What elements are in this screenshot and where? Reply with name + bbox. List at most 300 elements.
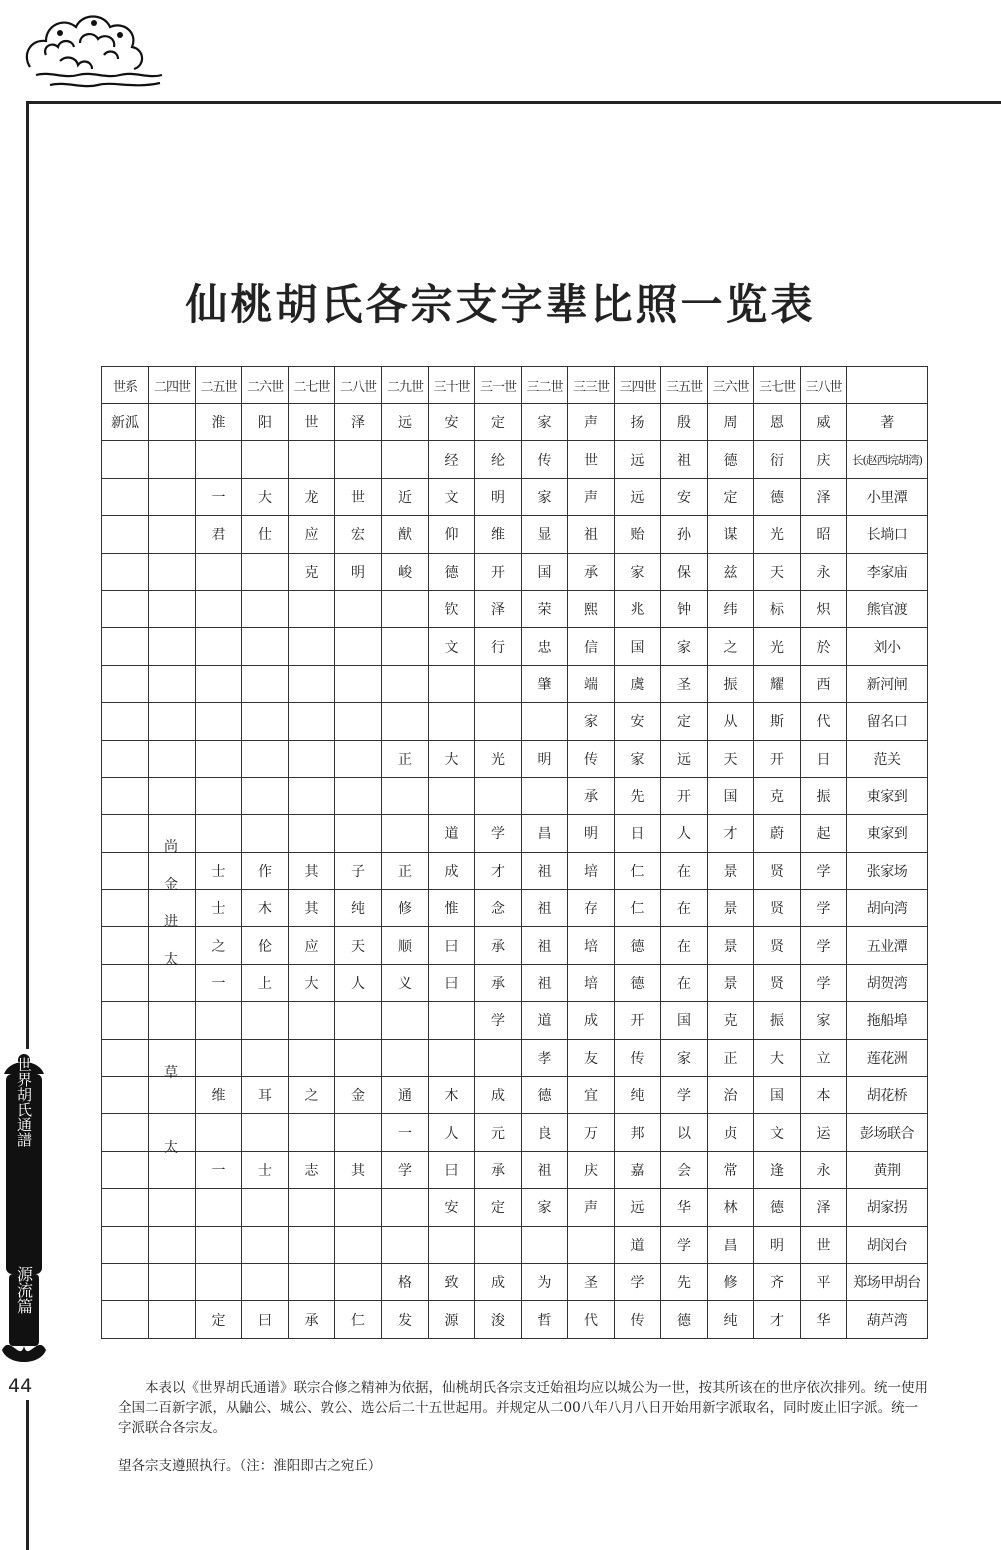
generation-cell xyxy=(149,441,196,478)
generation-cell: 祖 xyxy=(522,890,568,927)
page-title: 仙桃胡氏各宗支字辈比照一览表 xyxy=(185,280,816,329)
generation-cell: 声 xyxy=(568,404,615,441)
side-branch-char: 尚 xyxy=(164,839,178,855)
generation-cell xyxy=(242,1189,289,1226)
generation-cell xyxy=(102,740,149,777)
generation-cell xyxy=(382,1002,429,1039)
table-row xyxy=(102,740,928,777)
header-cell: 三四世 xyxy=(615,367,661,404)
generation-cell: 平 xyxy=(801,1263,847,1300)
generation-cell xyxy=(568,1226,615,1263)
generation-cell: 浚 xyxy=(475,1301,522,1338)
generation-cell: 荣 xyxy=(522,590,568,627)
generation-cell xyxy=(149,1077,196,1114)
generation-cell: 德 xyxy=(661,1301,708,1338)
generation-cell xyxy=(289,441,335,478)
generation-cell: 文 xyxy=(429,628,475,665)
generation-cell: 忠 xyxy=(522,628,568,665)
generation-cell: 天 xyxy=(754,553,801,590)
generation-cell: 其 xyxy=(289,890,335,927)
generation-cell: 大 xyxy=(429,740,475,777)
generation-cell xyxy=(242,1039,289,1076)
generation-cell: 泽 xyxy=(801,478,847,515)
generation-cell: 明 xyxy=(754,1226,801,1263)
generation-cell xyxy=(196,590,242,627)
generation-cell: 永 xyxy=(801,1151,847,1188)
generation-cell: 耳 xyxy=(242,1077,289,1114)
generation-cell: 仰 xyxy=(429,516,475,553)
generation-cell: 定 xyxy=(661,703,708,740)
generation-cell: 纶 xyxy=(475,441,522,478)
generation-cell xyxy=(149,628,196,665)
generation-cell: 曰 xyxy=(429,964,475,1001)
table-row xyxy=(102,1189,928,1226)
side-branch-char: 太 xyxy=(164,952,178,968)
generation-cell xyxy=(335,1226,382,1263)
generation-cell xyxy=(382,441,429,478)
generation-cell: 家 xyxy=(522,478,568,515)
generation-cell xyxy=(242,703,289,740)
generation-cell: 家 xyxy=(661,1039,708,1076)
generation-cell xyxy=(335,740,382,777)
generation-cell: 在 xyxy=(661,890,708,927)
generation-cell: 峻 xyxy=(382,553,429,590)
generation-cell: 致 xyxy=(429,1263,475,1300)
generation-cell: 仕 xyxy=(242,516,289,553)
generation-cell xyxy=(102,1263,149,1300)
place-cell: 胡闵台 xyxy=(847,1226,928,1263)
generation-cell: 昭 xyxy=(801,516,847,553)
generation-cell: 祖 xyxy=(522,1151,568,1188)
generation-cell: 之 xyxy=(289,1077,335,1114)
generation-cell: 代 xyxy=(801,703,847,740)
generation-cell: 国 xyxy=(615,628,661,665)
generation-cell xyxy=(149,740,196,777)
generation-cell xyxy=(335,441,382,478)
generation-cell xyxy=(289,777,335,814)
generation-cell: 士 xyxy=(196,890,242,927)
generation-cell: 克 xyxy=(289,553,335,590)
generation-cell: 钦 xyxy=(429,590,475,627)
generation-cell: 定 xyxy=(475,1189,522,1226)
generation-cell: 承 xyxy=(568,777,615,814)
generation-cell: 一 xyxy=(196,964,242,1001)
generation-cell: 明 xyxy=(475,478,522,515)
generation-cell: 炽 xyxy=(801,590,847,627)
generation-cell: 远 xyxy=(615,1189,661,1226)
generation-cell: 德 xyxy=(754,478,801,515)
generation-cell xyxy=(475,1039,522,1076)
generation-cell: 日 xyxy=(615,815,661,852)
generation-cell xyxy=(102,1114,149,1151)
generation-cell: 在 xyxy=(661,852,708,889)
generation-cell: 扬 xyxy=(615,404,661,441)
generation-cell: 贤 xyxy=(754,964,801,1001)
generation-cell: 维 xyxy=(475,516,522,553)
generation-cell: 克 xyxy=(708,1002,754,1039)
generation-cell: 通 xyxy=(382,1077,429,1114)
generation-cell: 德 xyxy=(615,964,661,1001)
generation-cell: 国 xyxy=(661,1002,708,1039)
generation-cell: 纬 xyxy=(708,590,754,627)
generation-cell: 标 xyxy=(754,590,801,627)
generation-cell xyxy=(242,1114,289,1151)
generation-cell: 国 xyxy=(522,553,568,590)
header-cell: 二六世 xyxy=(242,367,289,404)
generation-cell xyxy=(102,478,149,515)
generation-cell: 钟 xyxy=(661,590,708,627)
generation-cell: 齐 xyxy=(754,1263,801,1300)
generation-cell xyxy=(102,1077,149,1114)
generation-cell: 修 xyxy=(708,1263,754,1300)
generation-cell: 天 xyxy=(708,740,754,777)
generation-cell xyxy=(382,590,429,627)
generation-cell: 景 xyxy=(708,852,754,889)
generation-cell xyxy=(149,665,196,702)
header-cell: 二四世 xyxy=(149,367,196,404)
generation-cell xyxy=(242,553,289,590)
generation-cell: 猷 xyxy=(382,516,429,553)
generation-cell: 常 xyxy=(708,1151,754,1188)
cloud-ornament xyxy=(20,5,170,105)
generation-cell xyxy=(149,1226,196,1263)
generation-cell xyxy=(382,628,429,665)
header-cell: 三七世 xyxy=(754,367,801,404)
generation-cell: 存 xyxy=(568,890,615,927)
generation-cell: 泽 xyxy=(335,404,382,441)
generation-cell xyxy=(522,703,568,740)
page-number: 44 xyxy=(8,1375,33,1397)
place-cell: 彭场联合 xyxy=(847,1114,928,1151)
generation-cell: 道 xyxy=(429,815,475,852)
generation-cell: 承 xyxy=(475,964,522,1001)
place-cell: 郑场甲胡台 xyxy=(847,1263,928,1300)
generation-cell: 一 xyxy=(382,1114,429,1151)
table-row xyxy=(102,777,928,814)
generation-cell: 泽 xyxy=(801,1189,847,1226)
generation-cell xyxy=(429,703,475,740)
generation-cell: 会 xyxy=(661,1151,708,1188)
generation-cell: 治 xyxy=(708,1077,754,1114)
generation-cell: 应 xyxy=(289,516,335,553)
generation-cell: 庆 xyxy=(801,441,847,478)
generation-cell: 学 xyxy=(801,964,847,1001)
header-cell: 二九世 xyxy=(382,367,429,404)
generation-cell: 顺 xyxy=(382,927,429,964)
generation-cell xyxy=(102,1189,149,1226)
generation-cell xyxy=(149,516,196,553)
generation-cell xyxy=(102,441,149,478)
generation-cell: 光 xyxy=(475,740,522,777)
table-row xyxy=(102,815,928,852)
generation-cell: 邦 xyxy=(615,1114,661,1151)
generation-cell xyxy=(102,628,149,665)
generation-cell: 仁 xyxy=(615,890,661,927)
generation-cell: 蔚 xyxy=(754,815,801,852)
generation-cell xyxy=(475,1226,522,1263)
generation-cell: 国 xyxy=(708,777,754,814)
generation-cell: 良 xyxy=(522,1114,568,1151)
generation-cell: 德 xyxy=(615,927,661,964)
generation-cell: 纯 xyxy=(615,1077,661,1114)
generation-cell xyxy=(149,553,196,590)
generation-cell xyxy=(382,815,429,852)
frame-left-border xyxy=(26,101,29,1049)
generation-cell xyxy=(335,815,382,852)
generation-cell: 曰 xyxy=(242,1301,289,1338)
generation-cell: 金 xyxy=(335,1077,382,1114)
generation-cell xyxy=(242,628,289,665)
generation-cell: 学 xyxy=(801,927,847,964)
generation-cell: 起 xyxy=(801,815,847,852)
generation-cell: 木 xyxy=(429,1077,475,1114)
generation-cell: 天 xyxy=(335,927,382,964)
generation-cell: 传 xyxy=(615,1039,661,1076)
generation-cell xyxy=(102,852,149,889)
generation-cell xyxy=(149,964,196,1001)
generation-cell xyxy=(335,703,382,740)
generation-cell xyxy=(335,1002,382,1039)
generation-table-body xyxy=(102,367,928,1339)
place-cell: 東家到 xyxy=(847,777,928,814)
generation-cell xyxy=(429,1002,475,1039)
generation-cell xyxy=(335,665,382,702)
generation-cell: 宜 xyxy=(568,1077,615,1114)
place-cell: 留名口 xyxy=(847,703,928,740)
header-cell xyxy=(847,367,928,404)
generation-cell xyxy=(242,740,289,777)
generation-cell xyxy=(335,1114,382,1151)
generation-cell: 之 xyxy=(708,628,754,665)
generation-cell: 祖 xyxy=(522,927,568,964)
generation-cell xyxy=(102,964,149,1001)
generation-cell: 成 xyxy=(475,1077,522,1114)
generation-cell: 德 xyxy=(522,1077,568,1114)
generation-cell xyxy=(335,777,382,814)
generation-cell: 华 xyxy=(801,1301,847,1338)
table-row xyxy=(102,590,928,627)
generation-cell: 培 xyxy=(568,964,615,1001)
generation-cell: 庆 xyxy=(568,1151,615,1188)
generation-cell: 远 xyxy=(615,441,661,478)
generation-cell: 衍 xyxy=(754,441,801,478)
generation-cell: 逢 xyxy=(754,1151,801,1188)
generation-cell: 学 xyxy=(615,1263,661,1300)
generation-cell: 其 xyxy=(335,1151,382,1188)
generation-cell: 开 xyxy=(475,553,522,590)
generation-cell: 学 xyxy=(661,1077,708,1114)
generation-cell: 德 xyxy=(708,441,754,478)
generation-cell: 学 xyxy=(475,815,522,852)
table-row xyxy=(102,1114,928,1151)
generation-cell: 在 xyxy=(661,964,708,1001)
generation-cell: 谋 xyxy=(708,516,754,553)
generation-cell: 祖 xyxy=(568,516,615,553)
header-cell: 二五世 xyxy=(196,367,242,404)
generation-cell: 作 xyxy=(242,852,289,889)
generation-cell xyxy=(289,590,335,627)
generation-cell xyxy=(335,1039,382,1076)
generation-cell xyxy=(429,665,475,702)
table-row xyxy=(102,1151,928,1188)
generation-cell: 近 xyxy=(382,478,429,515)
place-cell: 胡向湾 xyxy=(847,890,928,927)
generation-cell xyxy=(196,1189,242,1226)
header-cell: 三一世 xyxy=(475,367,522,404)
generation-cell: 日 xyxy=(801,740,847,777)
generation-cell xyxy=(149,777,196,814)
generation-cell xyxy=(102,1002,149,1039)
generation-cell xyxy=(196,703,242,740)
table-row xyxy=(102,478,928,515)
table-row xyxy=(102,404,928,441)
generation-cell: 定 xyxy=(475,404,522,441)
generation-cell xyxy=(289,665,335,702)
generation-cell: 开 xyxy=(615,1002,661,1039)
side-section-text: 源流篇 xyxy=(14,1266,34,1314)
generation-cell: 纯 xyxy=(708,1301,754,1338)
generation-cell: 代 xyxy=(568,1301,615,1338)
generation-cell: 虞 xyxy=(615,665,661,702)
generation-cell: 定 xyxy=(196,1301,242,1338)
generation-cell: 成 xyxy=(429,852,475,889)
generation-cell: 世 xyxy=(289,404,335,441)
generation-cell: 才 xyxy=(475,852,522,889)
place-cell: 胡家拐 xyxy=(847,1189,928,1226)
side-branch-char: 金 xyxy=(164,877,178,893)
generation-cell: 德 xyxy=(429,553,475,590)
generation-cell: 阳 xyxy=(242,404,289,441)
generation-cell: 家 xyxy=(615,553,661,590)
generation-cell: 大 xyxy=(242,478,289,515)
table-row xyxy=(102,553,928,590)
generation-cell: 景 xyxy=(708,927,754,964)
generation-cell: 发 xyxy=(382,1301,429,1338)
table-row xyxy=(102,1226,928,1263)
generation-cell: 一 xyxy=(196,478,242,515)
generation-cell: 学 xyxy=(801,852,847,889)
table-row xyxy=(102,1039,928,1076)
place-cell: 新河闸 xyxy=(847,665,928,702)
generation-cell: 显 xyxy=(522,516,568,553)
table-row xyxy=(102,703,928,740)
generation-cell xyxy=(242,590,289,627)
place-cell: 刘小 xyxy=(847,628,928,665)
place-cell: 长埫口 xyxy=(847,516,928,553)
generation-cell: 淮 xyxy=(196,404,242,441)
generation-cell: 祖 xyxy=(522,852,568,889)
generation-cell: 开 xyxy=(754,740,801,777)
generation-cell: 振 xyxy=(708,665,754,702)
generation-cell: 人 xyxy=(661,815,708,852)
generation-cell: 传 xyxy=(522,441,568,478)
generation-cell: 应 xyxy=(289,927,335,964)
generation-cell: 义 xyxy=(382,964,429,1001)
generation-cell xyxy=(289,1114,335,1151)
generation-cell: 大 xyxy=(754,1039,801,1076)
generation-cell: 周 xyxy=(708,404,754,441)
generation-cell xyxy=(102,1301,149,1338)
table-row xyxy=(102,516,928,553)
generation-cell xyxy=(102,777,149,814)
header-cell: 三五世 xyxy=(661,367,708,404)
generation-cell xyxy=(429,777,475,814)
header-cell: 三三世 xyxy=(568,367,615,404)
generation-cell xyxy=(196,1226,242,1263)
generation-cell: 承 xyxy=(475,1151,522,1188)
table-row xyxy=(102,964,928,1001)
generation-cell xyxy=(196,553,242,590)
generation-cell: 成 xyxy=(475,1263,522,1300)
generation-cell: 兆 xyxy=(615,590,661,627)
generation-cell xyxy=(102,553,149,590)
generation-cell: 上 xyxy=(242,964,289,1001)
place-cell: 张家场 xyxy=(847,852,928,889)
generation-cell xyxy=(242,815,289,852)
generation-cell: 嘉 xyxy=(615,1151,661,1188)
generation-cell xyxy=(289,740,335,777)
generation-cell xyxy=(149,1189,196,1226)
generation-cell: 正 xyxy=(708,1039,754,1076)
generation-cell: 肇 xyxy=(522,665,568,702)
generation-table xyxy=(101,366,928,1339)
generation-cell: 立 xyxy=(801,1039,847,1076)
generation-cell: 祖 xyxy=(661,441,708,478)
generation-cell xyxy=(102,590,149,627)
generation-cell: 贞 xyxy=(708,1114,754,1151)
generation-cell: 熙 xyxy=(568,590,615,627)
generation-cell xyxy=(475,665,522,702)
generation-cell: 士 xyxy=(196,852,242,889)
place-cell: 长(赵西垸胡湾) xyxy=(847,441,928,478)
generation-cell: 明 xyxy=(568,815,615,852)
generation-cell: 传 xyxy=(615,1301,661,1338)
generation-cell: 文 xyxy=(429,478,475,515)
generation-cell xyxy=(335,628,382,665)
generation-cell: 安 xyxy=(661,478,708,515)
generation-cell: 先 xyxy=(661,1263,708,1300)
generation-cell xyxy=(289,1226,335,1263)
generation-cell xyxy=(149,703,196,740)
generation-cell: 於 xyxy=(801,628,847,665)
generation-cell: 修 xyxy=(382,890,429,927)
generation-cell xyxy=(289,628,335,665)
generation-cell: 道 xyxy=(522,1002,568,1039)
generation-cell: 先 xyxy=(615,777,661,814)
generation-cell xyxy=(522,1226,568,1263)
generation-cell: 贤 xyxy=(754,890,801,927)
generation-cell: 龙 xyxy=(289,478,335,515)
generation-cell: 世 xyxy=(335,478,382,515)
generation-cell xyxy=(382,1039,429,1076)
table-row xyxy=(102,665,928,702)
generation-cell xyxy=(102,1151,149,1188)
generation-cell: 远 xyxy=(661,740,708,777)
generation-cell: 仁 xyxy=(335,1301,382,1338)
footnote-instruction: 望各宗支遵照执行。（注：淮阳即古之宛丘） xyxy=(118,1458,382,1474)
generation-cell: 曰 xyxy=(429,927,475,964)
table-row xyxy=(102,852,928,889)
header-cell: 三十世 xyxy=(429,367,475,404)
footnote-main: 本表以《世界胡氏通谱》联宗合修之精神为依据，仙桃胡氏各宗支迁始祖均应以城公为一世，按其所该在的世序依次排列。统一使用全国二百新字派，从鼬公、城公、敦公、选公后二十五世起用。并规定从二00八年八月八日开始用新字派取名，同时废止旧字派。统一字派联合各宗友。 xyxy=(118,1380,928,1436)
place-cell: 小里潭 xyxy=(847,478,928,515)
generation-cell xyxy=(289,1039,335,1076)
generation-cell: 威 xyxy=(801,404,847,441)
generation-cell: 从 xyxy=(708,703,754,740)
generation-cell xyxy=(196,1002,242,1039)
generation-cell xyxy=(382,665,429,702)
generation-cell: 家 xyxy=(568,703,615,740)
